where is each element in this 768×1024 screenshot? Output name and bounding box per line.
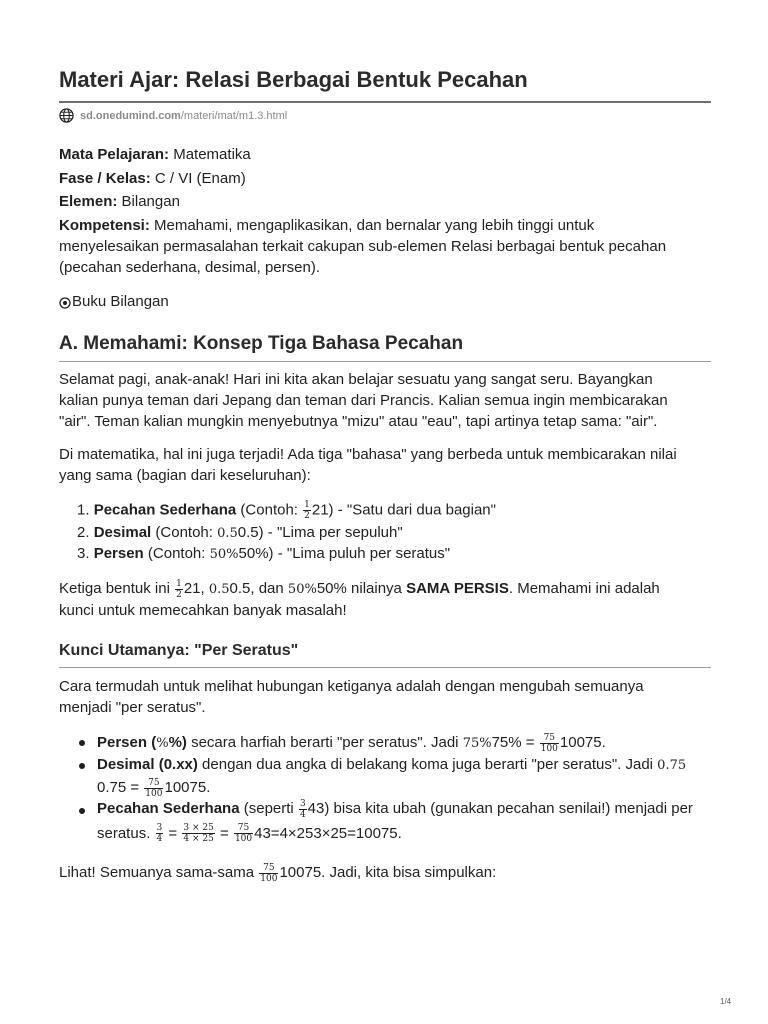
meta-subject-value: Matematika	[169, 146, 251, 163]
book-link-label: Buku Bilangan	[72, 293, 169, 310]
section-a-paragraph-1: Selamat pagi, anak-anak! Hari ini kita akan belajar sesuatu yang sangat seru. Bayangkan kalian punya teman dari Jepang dan teman dari Prancis. Kalian semua ingin membicarakan "air". Teman kalian mungkin menyebutnya "mizu" atau "eau", tapi artinya tetap sama: "air".	[59, 371, 668, 430]
fraction: $\frac{75}{100}$	[145, 777, 163, 799]
globe-icon	[59, 108, 74, 123]
section-key-paragraph-1: Cara termudah untuk melihat hubungan ketiganya adalah dengan mengubah semuanya menjadi "per seratus".	[59, 678, 644, 716]
page-title: Materi Ajar: Relasi Berbagai Bentuk Pecahan	[59, 67, 528, 92]
meta-competence-line3: (pecahan sederhana, desimal, persen).	[59, 259, 320, 276]
meta-subject-label: Mata Pelajaran:	[59, 146, 170, 163]
section-a-paragraph-2: Di matematika, hal ini juga terjadi! Ada tiga "bahasa" yang berbeda untuk membicarakan nilai yang sama (bagian dari keseluruhan):	[59, 446, 677, 484]
circle-plus-icon	[59, 297, 71, 309]
bullet-dot	[79, 740, 85, 746]
section-key-divider	[59, 667, 711, 668]
section-a-paragraph-3: Ketiga bentuk ini $\frac{1}{2}$ 21, 0.50.5, dan 50%50% nilainya SAMA PERSIS. Memahami ini adalah kunci untuk memecahkan banyak masalah!	[59, 578, 660, 619]
source-path: /materi/mat/m1.3.html	[180, 109, 288, 122]
meta-phase-value: C / VI (Enam)	[150, 170, 246, 187]
meta-competence-label: Kompetensi:	[59, 217, 150, 234]
fraction: $\frac{75}{100}$	[234, 823, 253, 845]
book-link[interactable]	[59, 293, 169, 310]
section-a-divider	[59, 361, 711, 362]
fraction: $\frac{3}{4}$	[156, 823, 163, 845]
section-a-heading: A. Memahami: Konsep Tiga Bahasa Pecahan	[59, 333, 464, 354]
meta-subject	[59, 145, 251, 165]
meta-phase-label: Fase / Kelas:	[59, 170, 151, 187]
title-divider	[59, 101, 711, 103]
meta-element-value: Bilangan	[117, 193, 180, 210]
fraction: $\frac{75}{100}$	[260, 862, 278, 884]
bullet-item-decimal: Desimal (0.xx) dengan dua angka di belakang koma juga berarti "per seratus". Jadi 0.75 0.75 = $\frac{75}{100}$ 10075.	[97, 756, 687, 799]
meta-competence-line2: menyelesaikan permasalahan terkait cakupan sub-elemen Relasi berbagai bentuk pecahan	[59, 238, 667, 255]
meta-competence-line1: Kompetensi: Memahami, mengaplikasikan, dan bernalar yang lebih tinggi untuk	[59, 217, 595, 234]
source-domain: sd.onedumind.com	[80, 109, 181, 122]
bullet-item-fraction: Pecahan Sederhana (seperti $\frac{3}{4}$ 43) bisa kita ubah (gunakan pecahan senilai!) menjadi per seratus. $\frac{3}{4}$ = $\frac{3 \times 25}{4 \times 25}$ = $\frac{75}{100}$ 43=4×253×25=10075.	[97, 798, 693, 845]
meta-element-label: Elemen:	[59, 193, 118, 210]
fraction: $\frac{3 \times 25}{4 \times 25}$	[183, 823, 214, 845]
section-key-heading: Kunci Utamanya: "Per Seratus"	[59, 642, 299, 659]
bullet-dot	[79, 808, 85, 814]
fraction: $\frac{1}{2}$	[176, 578, 182, 600]
list-item: 1. Pecahan Sederhana (Contoh: $\frac{1}{2}$ 21) - "Satu dari dua bagian"	[77, 500, 496, 521]
list-item: 2. Desimal (Contoh: 0.50.5) - "Lima per sepuluh"	[77, 524, 403, 541]
fraction: $\frac{3}{4}$	[299, 798, 306, 820]
meta-phase	[59, 169, 246, 189]
meta-element	[59, 192, 180, 212]
page-number: 1/4	[720, 997, 732, 1006]
bullet-item-percent: Persen (%%) secara harfiah berarti "per seratus". Jadi 75%75% = $\frac{75}{100}$ 10075.	[97, 732, 606, 754]
source-link[interactable]	[59, 108, 287, 123]
fraction: $\frac{75}{100}$	[540, 732, 558, 754]
fraction: $\frac{1}{2}$	[304, 500, 310, 521]
bullet-dot	[79, 763, 85, 769]
section-key-paragraph-2: Lihat! Semuanya sama-sama $\frac{75}{100}$ 10075. Jadi, kita bisa simpulkan:	[59, 862, 497, 884]
list-item: 3. Persen (Contoh: 50%50%) - "Lima puluh per seratus"	[77, 545, 451, 562]
